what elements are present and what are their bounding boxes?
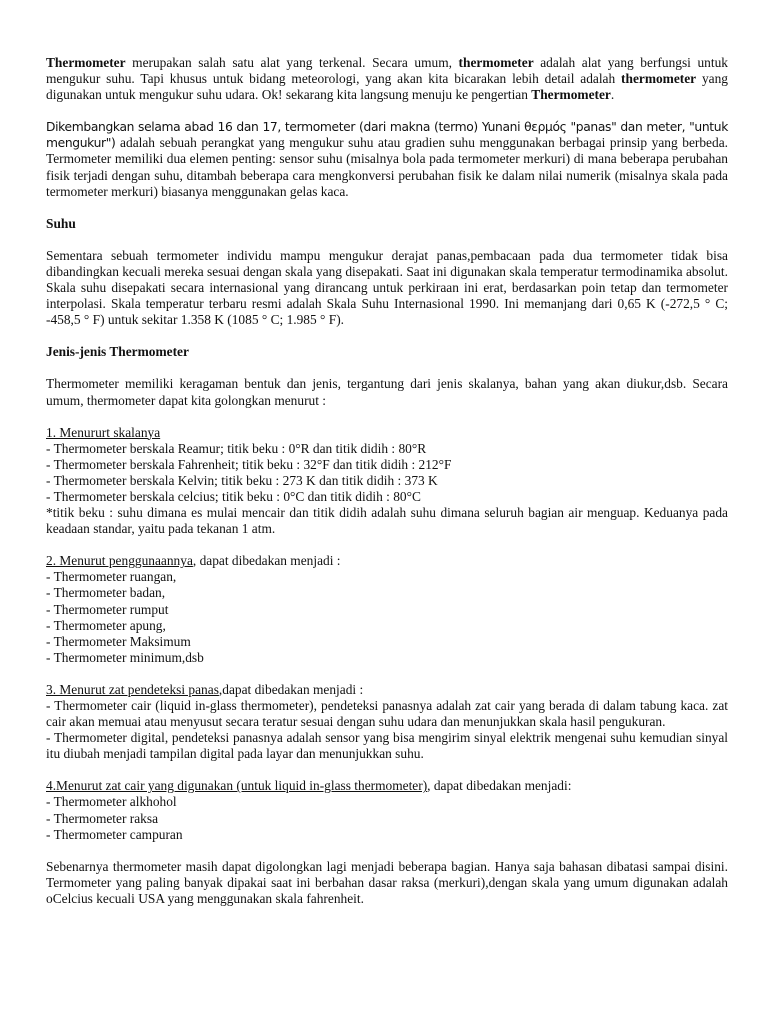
history-paragraph — [46, 119, 728, 199]
intro-bold-thermometer: Thermometer — [46, 55, 126, 70]
intro-text: merupakan salah satu alat yang terkenal. Secara umum, — [125, 55, 459, 70]
group2-title-line — [46, 553, 728, 569]
intro-text: . — [610, 87, 615, 103]
group3-section — [46, 682, 728, 762]
jenis-heading: Jenis-jenis Thermometer — [46, 344, 189, 360]
intro-bold-thermometer: thermometer — [458, 55, 534, 70]
group2-suffix: , dapat dibedakan menjadi : — [192, 553, 341, 569]
list-item: - Thermometer campuran — [46, 826, 183, 842]
list-item: - Thermometer berskala Reamur; titik beku : 0°R dan titik didih : 80°R — [46, 440, 427, 456]
group3-title: 3. Menurut zat pendeteksi panas — [46, 681, 219, 697]
group1-section — [46, 425, 728, 538]
list-item: - Thermometer raksa — [46, 810, 159, 826]
group1-note: *titik beku : suhu dimana es mulai mencair dan titik didih adalah suhu dimana seluruh bagian air menguap. Keduanya pada keadaan standar, yaitu pada tekanan 1 atm. — [46, 505, 728, 537]
list-item: - Thermometer cair (liquid in-glass thermometer), pendeteksi panasnya adalah zat cair yang berada di dalam tabung kaca. zat cair akan memuai atau menyusut secara teratur sesuai dengan suhu udara dan menunjukkan skala hasil pengukuran. — [46, 698, 728, 730]
list-item: - Thermometer badan, — [46, 585, 166, 601]
list-item: - Thermometer Maksimum — [46, 633, 191, 649]
history-text: adalah sebuah perangkat yang mengukur suhu atau gradien suhu menggunakan berbagai prinsip yang berbeda. Termometer memiliki dua elemen penting: sensor suhu (misalnya bola pada termometer merkuri) di mana beberapa perubahan fisik terjadi dengan suhu, ditambah beberapa cara mengkonversi perubahan fisik ke dalam nilai numerik (misalnya skala pada termometer merkuri) biasanya menggunakan gelas kaca. — [46, 135, 728, 199]
suhu-paragraph: Sementara sebuah termometer individu mampu mengukur derajat panas,pembacaan pada dua termometer tidak bisa dibandingkan kecuali mereka sesuai dengan skala yang disepakati. Saat ini digunakan skala temperatur termodinamika absolut. Skala suhu disepakati secara internasional yang dirancang untuk perkiraan ini erat, berdasarkan poin tetap dan termometer interpolasi. Skala temperatur terbaru resmi adalah Skala Suhu Internasional 1990. Ini memanjang dari 0,65 K (-272,5 ° C; -458,5 ° F) untuk sekitar 1.358 K (1085 ° C; 1.985 ° F). — [46, 247, 728, 328]
group2-title: 2. Menurut penggunaannya — [46, 553, 193, 569]
document-page — [46, 55, 728, 923]
group2-section — [46, 553, 728, 666]
group1-title: 1. Menururt skalanya — [46, 424, 161, 440]
list-item: - Thermometer rumput — [46, 601, 169, 617]
intro-bold-thermometer: Thermometer — [531, 87, 611, 103]
intro-paragraph — [46, 55, 728, 103]
intro-text: adalah alat yang berfungsi untuk mengukur suhu. Tapi khusus untuk bidang meteorologi, yang akan kita bicarakan lebih detail adalah — [46, 55, 728, 87]
list-item: - Thermometer alkhohol — [46, 794, 177, 810]
list-item: - Thermometer berskala Kelvin; titik beku : 273 K dan titik didih : 373 K — [46, 472, 438, 488]
suhu-heading: Suhu — [46, 215, 76, 231]
group4-title: 4.Menurut zat cair yang digunakan (untuk liquid in-glass thermometer) — [46, 778, 428, 794]
group3-title-line — [46, 682, 728, 698]
intro-bold-thermometer: thermometer — [621, 71, 697, 87]
history-sans-text: Dikembangkan selama abad 16 dan 17, termometer (dari makna (termo) Yunani θερμός "panas" dan meter, "untuk mengukur") — [46, 120, 728, 151]
group3-suffix: ,dapat dibedakan menjadi : — [218, 681, 364, 697]
group4-section — [46, 778, 728, 842]
group4-title-line — [46, 778, 728, 794]
list-item: - Thermometer berskala Fahrenheit; titik beku : 32°F dan titik didih : 212°F — [46, 456, 452, 472]
list-item: - Thermometer ruangan, — [46, 569, 177, 585]
list-item: - Thermometer apung, — [46, 617, 166, 633]
intro-text: yang digunakan untuk mengukur suhu udara. Ok! sekarang kita langsung menuju ke pengertian — [46, 71, 728, 103]
list-item: - Thermometer digital, pendeteksi panasnya adalah sensor yang bisa mengirim sinyal elektrik mengenai suhu kemudian sinyal itu diubah menjadi tampilan digital pada layar dan menunjukkan suhu. — [46, 730, 728, 762]
jenis-intro-paragraph: Thermometer memiliki keragaman bentuk dan jenis, tergantung dari jenis skalanya, bahan yang akan diukur,dsb. Secara umum, thermometer dapat kita golongkan menurut : — [46, 376, 728, 408]
closing-paragraph: Sebenarnya thermometer masih dapat digolongkan lagi menjadi beberapa bagian. Hanya saja bahasan dibatasi sampai disini. Termometer yang paling banyak dipakai saat ini berbahan dasar raksa (merkuri),dengan skala yang umum digunakan adalah oCelcius kecuali USA yang menggunakan skala fahrenheit. — [46, 858, 728, 906]
list-item: - Thermometer minimum,dsb — [46, 649, 204, 665]
list-item: - Thermometer berskala celcius; titik beku : 0°C dan titik didih : 80°C — [46, 488, 421, 504]
group4-suffix: , dapat dibedakan menjadi: — [427, 778, 572, 794]
